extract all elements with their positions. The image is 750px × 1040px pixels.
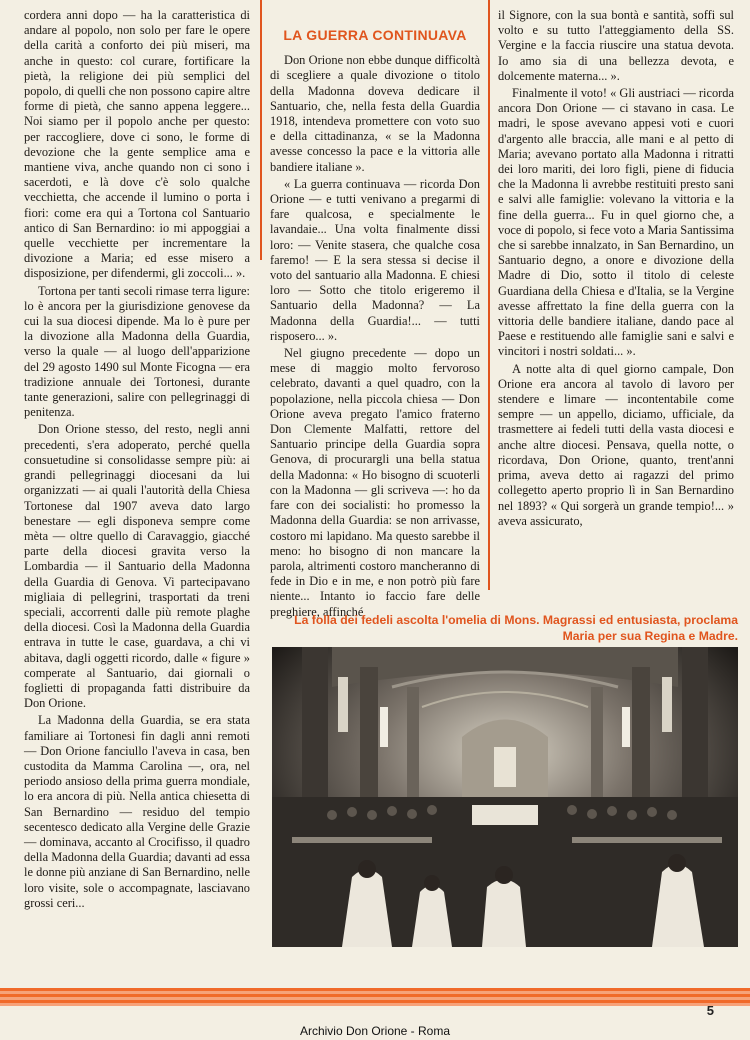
paragraph: Finalmente il voto! « Gli austriaci — ricorda ancora Don Orione — ci stavano in casa. Le madri, le spose avevano appesi voti e cuori d'argento alle braccia, alle mani e al petto di Maria; avevano portato alla Madonna i ritratti dei loro mariti, dei loro figli, piene di fiducia che la Madonna li avrebbe restituiti presto sani e salvi alle famiglie: volevano la vittoria e la fine della guerra... Fu in quel giorno che, a voce di popolo, si fece voto a Maria Santissima che si sarebbe innalzato, in San Bernardino, un Santuario degno, a onore e divozione della Madre di Dio, sotto il titolo di celeste Guardiana della Chiesa e d'Italia, se la Vergine avesse affrettato la fine della guerra con la vittoria delle bandiere italiane, dando pace al Paese e restituendo alle famiglie sani e salvi e vincitori i nostri soldati... ». xyxy=(498,86,734,359)
paragraph: Nel giugno precedente — dopo un mese di maggio molto fervoroso celebrato, davanti a quel quadro, con la popolazione, nella piccola chiesa — Don Orione aveva pregato l'amico fraterno Don Clemente Malfatti, rettore del Santuario principe della Guardia sopra Genova, di procurargli una bella statua della Madonna: « Ho bisogno di scuoterli con la Madonna — gli scriveva —: ho da fare con dei socialisti: ho promesso la Madonna della Guardia: se non arrivasse, costoro mi lapidano. Ma questo sarebbe il meno: ho bisogno di non mancare la parola, altrimenti costoro mancheranno di fede in Dio e in me, e non potrò più fare niente... Intanto io faccio fare delle preghiere, affinché xyxy=(270,346,480,619)
column-divider xyxy=(260,0,262,260)
text-column-2 xyxy=(270,8,480,622)
paragraph: Don Orione stesso, del resto, negli anni precedenti, s'era adoperato, perché quella consuetudine si consolidasse sempre più: ai grandi pellegrinaggi diocesani da lui organizzati — ai quali l'autorità della Chiesa Tortonese dal 1907 aveva dato largo benestare — egli disponeva sempre come mèta — oltre quello di Caravaggio, giacché parte della diocesi gravita verso la Lombardia — il Santuario della Madonna della Guardia di Genova. Vi partecipavano migliaia di pellegrini, trasportati da treni speciali, accorrenti dalle più remote plaghe della diocesi. Così la Madonna della Guardia entrava in tutte le case, guardava, a chi vi abitava, dagli oggetti ricordo, dalle « figure » comperate al Santuario, dai giornali o foglietti di propaganda fatti distribuire da Don Orione. xyxy=(24,422,250,711)
section-title: LA GUERRA CONTINUAVA xyxy=(283,27,467,43)
footer-stripe xyxy=(0,988,750,1006)
paragraph: Tortona per tanti secoli rimase terra ligure: lo è ancora per la giurisdizione genovese da cui la sua diocesi dipende. Ma lo è pure per la divozione alla Madonna della Guardia, verso la quale — al luogo dell'apparizione del 29 agosto 1490 sul Monte Ficogna — era tradizione annuale dei Tortonesi, durante tante generazioni, salire con pellegrinaggi di penitenza. xyxy=(24,283,250,420)
text-column-1 xyxy=(24,8,250,913)
paragraph: cordera anni dopo — ha la caratteristica di andare al popolo, non solo per fare le opere della carità a conforto dei più miseri, ma anche in questo: col curare, fortificare la pietà, la religione dei più semplici del popolo, di quelli che non possono capire altre forme di pietà, che sanno appena leggere... Noi siamo per il popolo anche per questo: per raccogliere, dove ci sono, le forme di devozione che la gente semplice ama e mantiene viva, anche quando non ci sono i sacerdoti, e là dove c'è solo qualche vecchietta, che accende il lumino o porta i fiori: come era qui a Tortona col Santuario antico di San Bernardino: io mi appoggiai a quelle vecchiette per incrementare la divozione a Maria; ed esse misero a disposizione, per difendermi, gli zoccoli... ». xyxy=(24,8,250,281)
paragraph: Don Orione non ebbe dunque difficoltà di scegliere a quale divozione o titolo della Madonna doveva dedicare il Santuario, che, nella festa della Guardia 1918, intendeva promettere con voto suo e della cittadinanza, « se la Madonna avesse concesso la pace e la vittoria alle bandiere italiane ». xyxy=(270,53,480,174)
paragraph: « La guerra continuava — ricorda Don Orione — e tutti venivano a pregarmi di fare qualcosa, e specialmente le lavandaie... Una volta finalmente dissi loro: — Venite stasera, che qualche cosa faremo! — E la sera stessa si decise il voto del santuario alla Madonna. E chiesi loro — Sotto che titolo erigeremo il Santuario della Madonna? — La Madonna della Guardia!... — tutti risposero... ». xyxy=(270,176,480,343)
column-divider xyxy=(488,0,490,590)
church-interior-photo xyxy=(272,647,738,947)
text-column-3 xyxy=(498,8,734,531)
paragraph: il Signore, con la sua bontà e santità, soffi sul volto e su tutto l'atteggiamento della SS. Vergine e la faccia riuscire una statua devota. Io amo sia di una bellezza devota, e dolcemente materna... ». xyxy=(498,8,734,83)
paragraph: La Madonna della Guardia, se era stata familiare ai Tortonesi fin dagli anni remoti — Don Orione fanciullo l'aveva in casa, ben custodita da Mamma Carolina —, ora, nel periodo ansioso della prima guerra mondiale, lo era ancora di più. Nella antica chiesetta di San Bernardino — residuo del tempio secentesco dedicato alla Vergine delle Grazie — dominava, accanto al Crocifisso, il quadro della Madonna della Guardia; davanti ad essa le donne più anziane di San Bernardino, nelle loro visite, sole o accompagnate, lasciavano grossi ceri... xyxy=(24,713,250,910)
archive-label: Archivio Don Orione - Roma xyxy=(299,1024,451,1038)
paragraph: A notte alta di quel giorno campale, Don Orione era ancora al tavolo di lavoro per stendere e limare — incontentabile come sempre — un appello, diciamo, ufficiale, da trasmettere ai fedeli tutti della vasta diocesi e anche altre diocesi. Pensava, quella notte, o ricordava, Don Orione, quanto, trent'anni prima, aveva detto ai ragazzi del primo collegetto aperto proprio lì in San Bernardino nel 1893? « Qui sorgerà un grande tempio!... » aveva assicurato, xyxy=(498,361,734,528)
photo-caption: La folla dei fedeli ascolta l'omelia di Mons. Magrassi ed entusiasta, proclama Maria per sua Regina e Madre. xyxy=(294,613,738,643)
photo-illustration xyxy=(272,647,738,947)
page-number: 5 xyxy=(706,1003,714,1018)
